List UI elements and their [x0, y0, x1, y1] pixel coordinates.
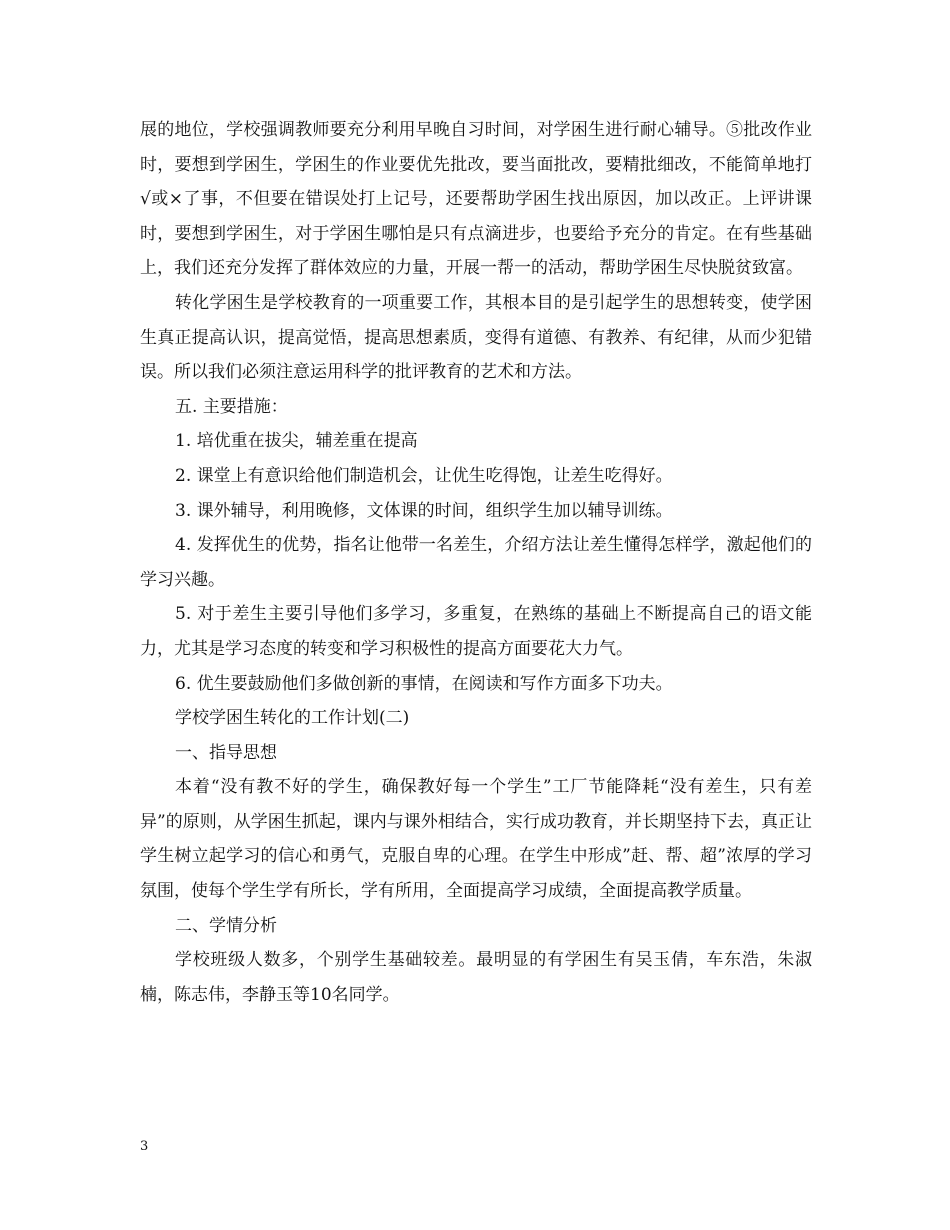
- measure-item-6: 6. 优生要鼓励他们多做创新的事情，在阅读和写作方面多下功夫。: [175, 673, 673, 694]
- paragraph-1: 展的地位，学校强调教师要充分利用早晚自习时间，对学困生进行耐心辅导。⑤批改作业时，要想到学困生，学困生的作业要优先批改，要当面批改，要精批细改，不能简单地打√或×了事，不但要在错误处打上记号，还要帮助学困生找出原因，加以改正。上评讲课时，要想到学困生，对于学困生哪怕是只有点滴进步，也要给予充分的肯定。在有些基础上，我们还充分发挥了群体效应的力量，开展一帮一的活动，帮助学困生尽快脱贫致富。: [140, 120, 812, 279]
- document-body: [140, 113, 812, 1012]
- section-heading-measures: 五. 主要措施：: [175, 396, 288, 417]
- plan-title-2: 学校学困生转化的工作计划(二): [175, 708, 410, 729]
- section-heading-analysis: 二、学情分析: [175, 915, 277, 936]
- section-heading-guiding-thought: 一、指导思想: [175, 742, 277, 763]
- measure-item-4: 4. 发挥优生的优势，指名让他带一名差生，介绍方法让差生懂得怎样学，激起他们的学习兴趣。: [140, 535, 812, 590]
- paragraph-analysis: 学校班级人数多，个别学生基础较差。最明显的有学困生有吴玉倩，车东浩，朱淑楠，陈志伟，李静玉等10名同学。: [140, 950, 812, 1005]
- paragraph-2: 转化学困生是学校教育的一项重要工作，其根本目的是引起学生的思想转变，使学困生真正提高认识，提高觉悟，提高思想素质，变得有道德、有教养、有纪律，从而少犯错误。所以我们必须注意运用科学的批评教育的艺术和方法。: [140, 292, 812, 383]
- measure-item-1: 1. 培优重在拔尖，辅差重在提高: [175, 431, 418, 452]
- page-number: 3: [140, 1139, 149, 1154]
- measure-item-3: 3. 课外辅导，利用晚修，文体课的时间，组织学生加以辅导训练。: [175, 500, 673, 521]
- paragraph-guiding-thought: 本着“没有教不好的学生，确保教好每一个学生”工厂节能降耗“没有差生，只有差异”的原则，从学困生抓起，课内与课外相结合，实行成功教育，并长期坚持下去，真正让学生树立起学习的信心和勇气，克服自卑的心理。在学生中形成”赶、帮、超”浓厚的学习氛围，使每个学生学有所长，学有所用，全面提高学习成绩，全面提高教学质量。: [140, 777, 812, 902]
- measure-item-2: 2. 课堂上有意识给他们制造机会，让优生吃得饱，让差生吃得好。: [175, 465, 673, 486]
- measure-item-5: 5. 对于差生主要引导他们多学习，多重复，在熟练的基础上不断提高自己的语文能力，尤其是学习态度的转变和学习积极性的提高方面要花大力气。: [140, 604, 812, 659]
